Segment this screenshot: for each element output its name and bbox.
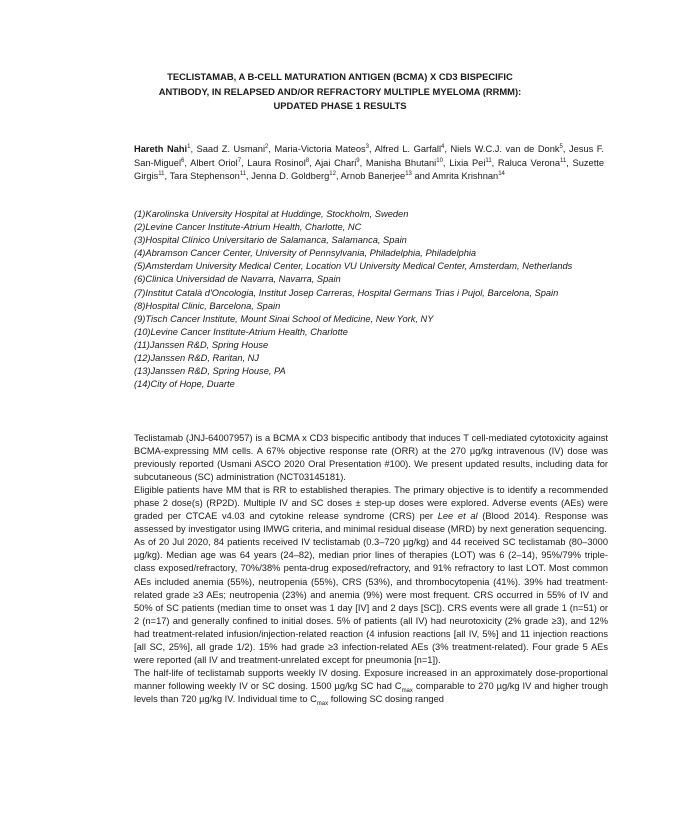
author-list: [134, 143, 604, 184]
affiliation-item: (2)Levine Cancer Institute-Atrium Health, Charlotte, NC: [134, 222, 362, 233]
pk-subscript-1: max: [401, 687, 413, 694]
author-separator: ,: [369, 144, 375, 154]
author-name: Hareth Nahi: [134, 144, 188, 154]
author-affiliation-number: 11: [485, 157, 492, 164]
affiliation-item: (6)Clinica Universidad de Navarra, Navarra, Spain: [134, 274, 341, 285]
author-separator: ,: [359, 157, 366, 168]
pk-text-b: comparable to 270 µg/kg IV and higher trough levels than 720 µg/kg IV. Individual time to C: [134, 680, 608, 704]
author-affiliation-number: 9: [356, 157, 360, 164]
pk-text-c: following SC dosing ranged: [328, 693, 444, 704]
affiliation-item: (8)Hospital Clinic, Barcelona, Spain: [134, 300, 281, 311]
author-separator: and: [411, 171, 433, 181]
author-affiliation-number: 7: [237, 157, 242, 164]
affiliation-item: (10)Levine Cancer Institute-Atrium Health, Charlotte: [134, 326, 348, 337]
author-separator: ,: [164, 171, 170, 181]
author-name: Tara Stephenson: [169, 171, 240, 181]
author-affiliation-number: 11: [239, 170, 247, 177]
paper-title: TECLISTAMAB, A B-CELL MATURATION ANTIGEN (BCMA) X CD3 BISPECIFIC ANTIBODY, IN RELAPSED AND/OR REFRACTORY MULTIPLE MYELOMA (RRMM): UPDATED PHASE 1 RESULTS: [158, 71, 522, 111]
author-name: Manisha Bhutani: [365, 157, 437, 168]
author-name: Jesus F. San-Miguel: [134, 144, 605, 168]
author-name: Maria-Victoria Mateos: [274, 144, 366, 154]
author-affiliation-number: 2: [265, 143, 269, 150]
author-affiliation-number: 4: [441, 143, 445, 150]
affiliation-item: (7)Institut Català d'Oncologia, Institut Josep Carreras, Hospital Germans Trias i Pujol, Barcelona, Spain: [134, 287, 559, 298]
affiliation-item: (14)City of Hope, Duarte: [134, 379, 235, 390]
author-name: Suzette Girgis: [134, 157, 605, 181]
author-separator: ,: [190, 144, 197, 154]
abstract-body: [134, 432, 608, 706]
author-separator: ,: [309, 157, 315, 168]
author-name: Arnob Banerjee: [340, 171, 406, 181]
pk-subscript-2: max: [316, 700, 329, 707]
author-separator: ,: [184, 157, 191, 168]
author-separator: ,: [442, 157, 450, 168]
abstract-paragraph-methods: [134, 484, 608, 536]
author-separator: ,: [335, 171, 341, 181]
author-affiliation-number: 6: [181, 157, 185, 164]
affiliation-item: (11)Janssen R&D, Spring House: [134, 339, 269, 350]
author-name: Alfred L. Garfall: [374, 144, 442, 154]
affiliation-item: (12)Janssen R&D, Raritan, NJ: [134, 353, 260, 364]
author-separator: ,: [268, 144, 275, 154]
author-name: Raluca Verona: [497, 157, 560, 168]
author-separator: ,: [246, 171, 252, 181]
author-separator: ,: [444, 144, 451, 154]
author-name: Niels W.C.J. van de Donk: [450, 144, 560, 154]
author-name: Laura Rosinol: [247, 157, 306, 168]
methods-citation-italic: Lee et al: [437, 511, 478, 522]
methods-text-b: (Blood 2014). Response was assessed by investigator using IMWG criteria, and minimal residual disease (MRD) by next generation sequencing.: [134, 511, 608, 535]
affiliation-item: (5)Amsterdam University Medical Center, Location VU University Medical Center, Amsterdam, Netherlands: [134, 261, 573, 272]
author-affiliation-number: 11: [560, 157, 567, 164]
author-separator: ,: [566, 157, 573, 168]
affiliation-item: (1)Karolinska University Hospital at Huddinge, Stockholm, Sweden: [134, 209, 409, 219]
author-affiliation-number: 13: [405, 170, 412, 177]
author-affiliation-number: 12: [329, 170, 336, 177]
methods-text-a: Eligible patients have MM that is RR to established therapies. The primary objective is to identify a recommended phase 2 dose(s) (RP2D). Multiple IV and SC doses ± step-up doses were explored. Adverse events (AEs) were graded per CTCAE v4.03 and cytokine release syndrome (CRS) per: [134, 485, 608, 522]
author-name: Ajai Chari: [314, 157, 357, 168]
author-separator: ,: [491, 157, 498, 168]
abstract-paragraph-intro: Teclistamab (JNJ-64007957) is a BCMA x CD3 bispecific antibody that induces T cell-mediated cytotoxicity against BCMA-expressing MM cells. A 67% objective response rate (ORR) at the 270 µg/kg intravenous (IV) dose was previously reported (Usmani ASCO 2020 Oral Presentation #100). We present updated results, including data for subcutaneous (SC) administration (NCT03145181).: [134, 433, 608, 483]
author-name: Lixia Pei: [449, 157, 486, 168]
pk-text-a: The half-life of teclistamab supports weekly IV dosing. Exposure increased in an approximately dose-proportional manner following weekly IV or SC dosing. 1500 µg/kg SC had C: [134, 667, 608, 691]
author-affiliation-number: 3: [365, 143, 369, 150]
affiliation-item: (3)Hospital Clínico Universitario de Salamanca, Salamanca, Spain: [134, 235, 407, 246]
author-name: Saad Z. Usmani: [196, 144, 266, 154]
author-name: Albert Oriol: [190, 157, 238, 168]
author-separator: ,: [241, 157, 248, 168]
author-affiliation-number: 5: [559, 143, 563, 150]
author-affiliation-number: 10: [436, 157, 443, 164]
author-name: Amrita Krishnan: [432, 171, 499, 181]
affiliation-item: (4)Abramson Cancer Center, University of Pennsylvania, Philadelphia, Philadelphia: [134, 248, 477, 259]
abstract-paragraph-results: As of 20 Jul 2020, 84 patients received IV teclistamab (0.3–720 µg/kg) and 44 received SC teclistamab (80–3000 µg/kg). Median age was 64 years (24–82), median prior lines of therapies (LOT) was 6 (2–14), 95%/79% triple-class exposed/refractory, 70%/38% penta-drug exposed/refractory, and 91% refractory to last LOT. Most common AEs included anemia (55%), neutropenia (55%), CRS (53%), and thrombocytopenia (41%). 39% had treatment-related grade ≥3 AEs; neutropenia (23%) and anemia (9%) were most frequent. CRS occurred in 55% of IV and 50% of SC patients (median time to onset was 1 day [IV] and 2 days [SC]). CRS events were all grade 1 (n=51) or 2 (n=17) and generally confined to initial doses. 5% of patients (all IV) had neurotoxicity (2% grade ≥3), and 12% had treatment-related infusion/injection-related reaction (4 infusion reactions [all IV, 5%] and 11 injection reactions [all SC, 25%], all grade 1/2). 15% had grade ≥3 infection-related AEs (3% treatment-related). Four grade 5 AEs were reported (all IV and treatment-unrelated except for pneumonia [n=1]).: [134, 537, 608, 665]
affiliation-item: (9)Tisch Cancer Institute, Mount Sinai School of Medicine, New York, NY: [134, 313, 434, 324]
author-affiliation-number: 8: [305, 157, 310, 164]
author-name: Jenna D. Goldberg: [251, 171, 330, 181]
author-affiliation-number: 11: [158, 170, 165, 177]
affiliation-item: (13)Janssen R&D, Spring House, PA: [134, 366, 286, 377]
abstract-paragraph-pk: [134, 667, 608, 706]
author-affiliation-number: 1: [187, 143, 191, 150]
affiliation-list: [134, 208, 608, 391]
author-affiliation-number: 14: [498, 170, 505, 177]
author-separator: ,: [562, 144, 569, 154]
